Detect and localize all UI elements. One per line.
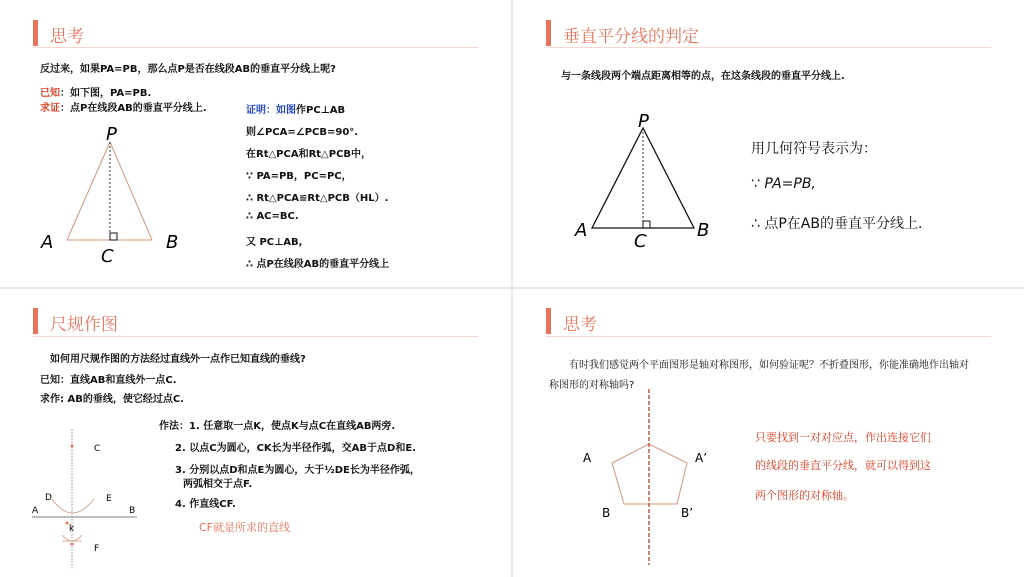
label-A: A (583, 451, 592, 465)
proof-line: 又 PC⊥AB, (246, 237, 303, 248)
proof-line: ∴ Rt△PCA≌Rt△PCB（HL）. (246, 193, 389, 204)
label-C: C (94, 444, 101, 454)
proof-line: 在Rt△PCA和Rt△PCB中， (246, 149, 372, 160)
label-B: B (129, 506, 136, 516)
step-1-text: 1. 任意取一点K，使点K与点C在直线AB两旁. (189, 421, 396, 432)
method-prefix: 作法： (159, 421, 189, 432)
slide-think-2 (513, 289, 1024, 577)
label-P: P (638, 111, 649, 132)
label-F: F (94, 544, 100, 554)
question-text: 如何用尺规作图的方法经过直线外一点作已知直线的垂线? (50, 354, 306, 365)
pentagon-figure (513, 289, 1024, 577)
label-A: A (575, 220, 588, 241)
proof-line: ∴ AC=BC. (246, 211, 299, 222)
step-3: 3. 分别以点D和点E为圆心，大于½DE长为半径作弧， (175, 465, 420, 476)
proof-line: 则∠PCA=∠PCB=90°. (246, 127, 359, 138)
step-3b: 两弧相交于点F. (183, 479, 253, 490)
label-A: A (32, 506, 39, 516)
find-text: 求作: AB的垂线，使它经过点C. (40, 394, 184, 405)
label-C: C (101, 246, 114, 267)
prove-label: 求证 (40, 103, 60, 114)
question-line-1: 有时我们感觉两个平面图形是轴对称图形，如何验证呢？不折叠图形，你能准确地作出轴对 (569, 360, 969, 371)
question-line-2: 称图形的对称轴吗? (549, 380, 635, 391)
label-A: A (41, 232, 54, 253)
known-text: 已知：直线AB和直线外一点C. (40, 375, 177, 386)
conclusion-text: CF就是所求的直线 (199, 521, 291, 534)
label-A-prime: A’ (695, 451, 708, 465)
label-E: E (106, 494, 112, 504)
label-B: B (697, 220, 710, 241)
symbol-intro: 用几何符号表示为： (751, 141, 877, 157)
label-k: k (69, 524, 75, 534)
slide-perpendicular-bisector-test (513, 0, 1024, 287)
label-B: B (602, 506, 611, 520)
label-C: C (634, 231, 647, 252)
slide-think-1 (0, 0, 511, 287)
answer-line-3: 两个图形的对称轴。 (755, 489, 854, 502)
construction-figure (0, 289, 511, 577)
slide-title: 思考 (563, 315, 597, 335)
proof-line: ∵ PA=PB，PC=PC， (246, 171, 352, 182)
proof-line: ∴ 点P在线段AB的垂直平分线上 (246, 259, 390, 270)
proof-label: 证明：如图 (246, 105, 296, 116)
label-B: B (166, 232, 179, 253)
triangle-figure (513, 0, 1024, 287)
label-P: P (106, 124, 117, 145)
slide-title: 尺规作图 (50, 315, 118, 335)
answer-line-2: 的线段的垂直平分线，就可以得到这 (755, 459, 931, 472)
proof-first: 作PC⊥AB (296, 105, 346, 116)
label-B-prime: B’ (681, 506, 694, 520)
therefore-line: ∴ 点P在AB的垂直平分线上. (751, 216, 923, 232)
known-text: ：如下图，PA=PB. (60, 88, 152, 99)
answer-line-1: 只要找到一对对应点，作出连接它们 (755, 431, 931, 444)
slide-title: 思考 (50, 27, 84, 47)
step-4: 4. 作直线CF. (175, 499, 236, 510)
step-2: 2. 以点C为圆心，CK长为半径作弧，交AB于点D和E. (175, 443, 416, 454)
prove-text: ：点P在线段AB的垂直平分线上. (60, 103, 207, 114)
because-line: ∵ PA=PB, (751, 176, 816, 192)
statement-text: 与一条线段两个端点距离相等的点，在这条线段的垂直平分线上. (561, 71, 845, 82)
slide-title: 垂直平分线的判定 (563, 27, 699, 47)
triangle-figure (0, 0, 511, 287)
label-D: D (45, 493, 52, 503)
question-text: 反过来，如果PA=PB，那么点P是否在线段AB的垂直平分线上呢? (40, 64, 336, 75)
known-label: 已知 (40, 88, 60, 99)
slide-ruler-compass (0, 289, 511, 577)
